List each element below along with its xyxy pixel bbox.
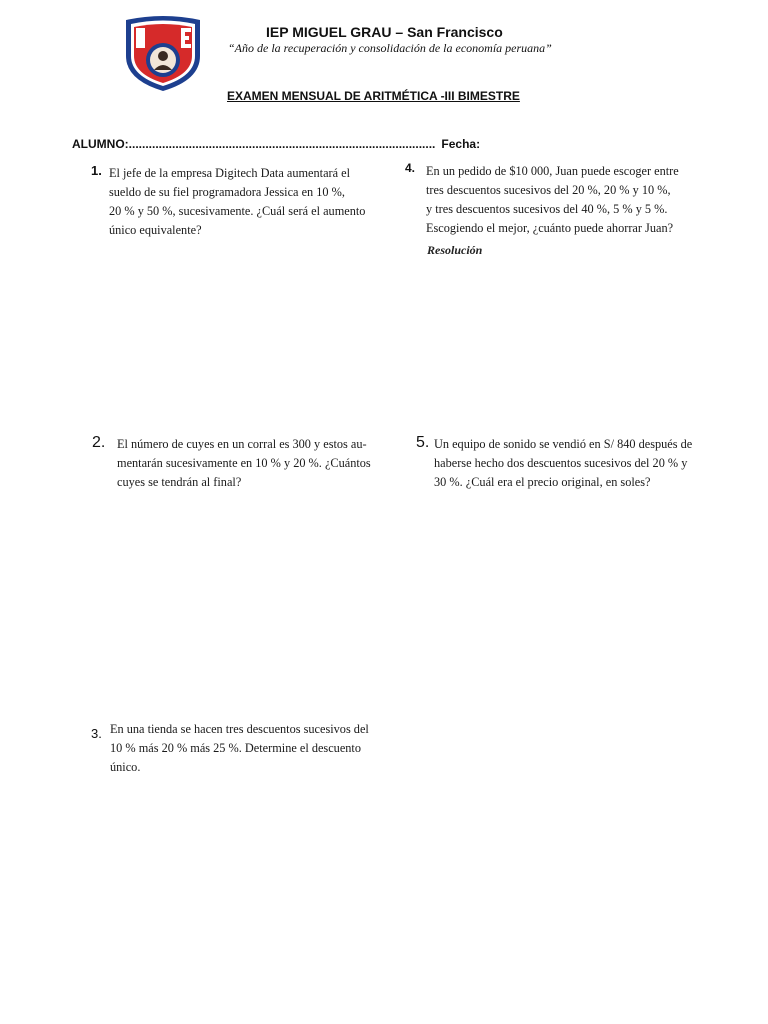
question-line: En un pedido de $10 000, Juan puede escoger entre [426,164,679,178]
school-motto: “Año de la recuperación y consolidación de la economía peruana” [228,41,552,55]
question-line: sueldo de su fiel programadora Jessica en 10 %, [109,185,345,199]
student-info-line [72,137,480,151]
question-line: único. [110,760,141,774]
question-number: 3. [91,726,102,741]
student-label: ALUMNO: [72,137,129,151]
question-1-text [109,164,365,240]
question-line: 10 % más 20 % más 25 %. Determine el descuento [110,741,361,755]
question-line: El número de cuyes en un corral es 300 y estos au- [117,437,367,451]
question-line: Escogiendo el mejor, ¿cuánto puede ahorrar Juan? [426,221,674,235]
question-number: 4. [405,161,416,175]
question-number: 5. [416,434,430,451]
student-name-blank[interactable]: ............................................................................................ [128,137,436,151]
question-3-text [110,720,369,777]
question-line: 20 % y 50 %, sucesivamente. ¿Cuál será el aumento [109,204,366,218]
question-line: y tres descuentos sucesivos del 40 %, 5 % y 5 %. [426,202,668,216]
resolution-label: Resolución [427,243,483,257]
question-line: Un equipo de sonido se vendió en S/ 840 después de [434,437,693,451]
question-line: cuyes se tendrán al final? [117,475,242,489]
exam-title: EXAMEN MENSUAL DE ARITMÉTICA -III BIMESTRE [227,89,520,103]
question-line: El jefe de la empresa Digitech Data aumentará el [109,166,351,180]
question-line: 30 %. ¿Cuál era el precio original, en soles? [434,475,651,489]
question-line: único equivalente? [109,223,202,237]
question-4-text [426,162,679,238]
date-label: Fecha: [441,137,481,151]
question-number: 1. [91,163,102,178]
question-line: En una tienda se hacen tres descuentos sucesivos del [110,722,369,736]
question-2-text [117,435,371,492]
question-number: 2. [92,434,106,451]
school-logo [122,14,204,92]
school-name: IEP MIGUEL GRAU – San Francisco [266,24,503,40]
question-line: mentarán sucesivamente en 10 % y 20 %. ¿Cuántos [117,456,371,470]
question-line: tres descuentos sucesivos del 20 %, 20 % y 10 %, [426,183,671,197]
question-line: haberse hecho dos descuentos sucesivos del 20 % y [434,456,688,470]
question-5-text [434,435,692,492]
